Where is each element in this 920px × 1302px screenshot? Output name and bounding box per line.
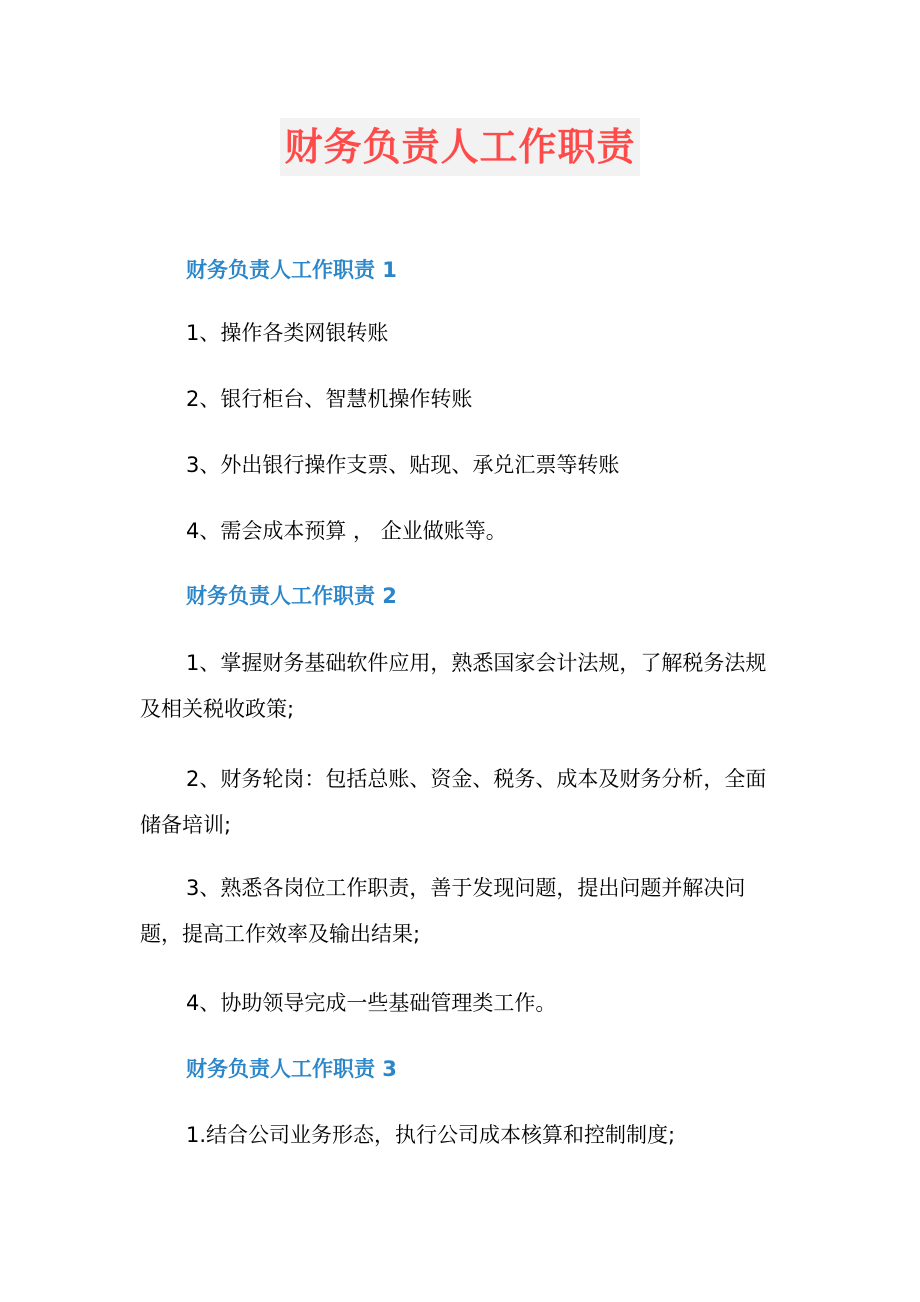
section-heading-2: 财务负责人工作职责 2 <box>186 584 397 608</box>
section-2-item-4: 4、协助领导完成一些基础管理类工作。 <box>186 991 557 1015</box>
document-title: 财务负责人工作职责 <box>280 118 639 176</box>
section-2-item-2: 2、财务轮岗：包括总账、资金、税务、成本及财务分析，全面储备培训; <box>140 767 767 837</box>
section-2-item-1: 1、掌握财务基础软件应用，熟悉国家会计法规，了解税务法规及相关税收政策; <box>140 651 767 721</box>
section-1-item-4: 4、需会成本预算 ， 企业做账等。 <box>186 519 507 543</box>
section-1-item-3: 3、外出银行操作支票、贴现、承兑汇票等转账 <box>186 453 620 477</box>
section-2-item-3: 3、熟悉各岗位工作职责，善于发现问题，提出问题并解决问题，提高工作效率及输出结果; <box>140 876 746 946</box>
title-container <box>0 118 920 176</box>
section-1-item-2: 2、银行柜台、智慧机操作转账 <box>186 387 473 411</box>
section-3-item-1: 1.结合公司业务形态，执行公司成本核算和控制制度; <box>186 1123 676 1147</box>
section-heading-1: 财务负责人工作职责 1 <box>186 258 397 282</box>
section-heading-3: 财务负责人工作职责 3 <box>186 1057 397 1081</box>
section-1-item-1: 1、操作各类网银转账 <box>186 321 389 345</box>
